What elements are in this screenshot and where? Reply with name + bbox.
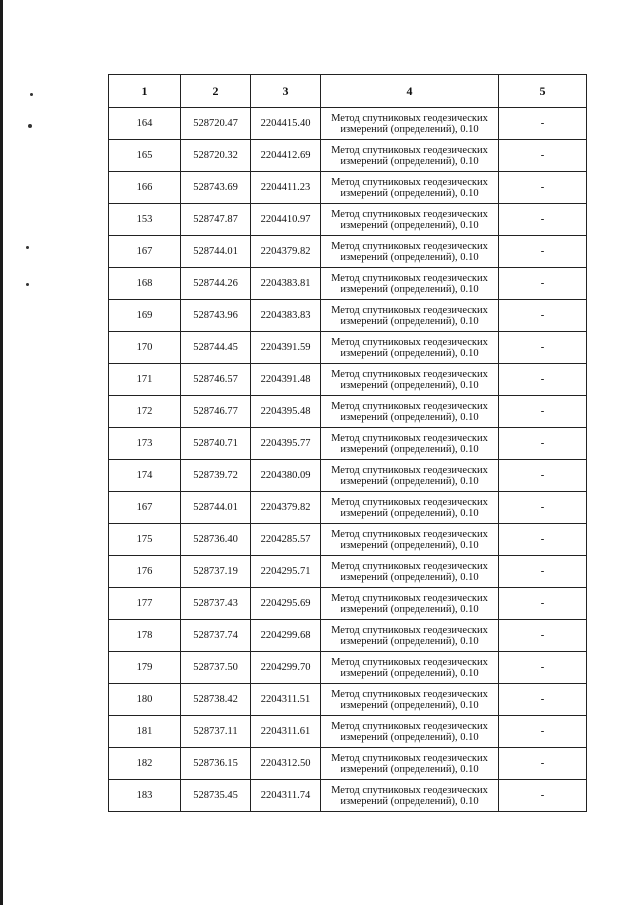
- method-cell: [321, 780, 499, 812]
- table-row: [109, 332, 587, 364]
- method-cell: [321, 492, 499, 524]
- method-line: Метод спутниковых геодезических: [331, 528, 488, 540]
- point-number-cell: 175: [109, 524, 181, 556]
- note-cell: -: [499, 236, 587, 268]
- table-row: [109, 652, 587, 684]
- point-number-cell: 171: [109, 364, 181, 396]
- table-row: [109, 492, 587, 524]
- point-number-cell: 153: [109, 204, 181, 236]
- x-coordinate-cell: 528738.42: [181, 684, 251, 716]
- method-line: Метод спутниковых геодезических: [331, 688, 488, 700]
- y-coordinate-cell: 2204391.48: [251, 364, 321, 396]
- table-row: [109, 748, 587, 780]
- x-coordinate-cell: 528720.47: [181, 108, 251, 140]
- y-coordinate-cell: 2204391.59: [251, 332, 321, 364]
- method-line: Метод спутниковых геодезических: [331, 144, 488, 156]
- method-line: измерений (определений), 0.10: [340, 283, 479, 295]
- point-number-cell: 183: [109, 780, 181, 812]
- note-cell: -: [499, 268, 587, 300]
- x-coordinate-cell: 528737.11: [181, 716, 251, 748]
- y-coordinate-cell: 2204311.51: [251, 684, 321, 716]
- method-line: измерений (определений), 0.10: [340, 763, 479, 775]
- note-cell: -: [499, 492, 587, 524]
- point-number-cell: 179: [109, 652, 181, 684]
- method-line: измерений (определений), 0.10: [340, 347, 479, 359]
- method-line: измерений (определений), 0.10: [340, 507, 479, 519]
- method-line: Метод спутниковых геодезических: [331, 720, 488, 732]
- method-cell: [321, 556, 499, 588]
- column-header: 5: [499, 75, 587, 108]
- method-line: Метод спутниковых геодезических: [331, 400, 488, 412]
- point-number-cell: 174: [109, 460, 181, 492]
- table-row: [109, 460, 587, 492]
- note-cell: -: [499, 588, 587, 620]
- method-line: измерений (определений), 0.10: [340, 475, 479, 487]
- table-row: [109, 140, 587, 172]
- table-row: [109, 556, 587, 588]
- column-header: 4: [321, 75, 499, 108]
- y-coordinate-cell: 2204285.57: [251, 524, 321, 556]
- point-number-cell: 180: [109, 684, 181, 716]
- point-number-cell: 170: [109, 332, 181, 364]
- note-cell: -: [499, 140, 587, 172]
- note-cell: -: [499, 780, 587, 812]
- point-number-cell: 169: [109, 300, 181, 332]
- table-row: [109, 524, 587, 556]
- y-coordinate-cell: 2204380.09: [251, 460, 321, 492]
- x-coordinate-cell: 528746.77: [181, 396, 251, 428]
- table-row: [109, 300, 587, 332]
- method-line: измерений (определений), 0.10: [340, 411, 479, 423]
- x-coordinate-cell: 528746.57: [181, 364, 251, 396]
- table-row: [109, 780, 587, 812]
- table-header-row: [109, 75, 587, 108]
- point-number-cell: 178: [109, 620, 181, 652]
- method-cell: [321, 460, 499, 492]
- method-line: измерений (определений), 0.10: [340, 315, 479, 327]
- method-line: измерений (определений), 0.10: [340, 699, 479, 711]
- y-coordinate-cell: 2204383.83: [251, 300, 321, 332]
- method-line: Метод спутниковых геодезических: [331, 208, 488, 220]
- note-cell: -: [499, 460, 587, 492]
- method-cell: [321, 332, 499, 364]
- method-line: измерений (определений), 0.10: [340, 443, 479, 455]
- method-line: Метод спутниковых геодезических: [331, 112, 488, 124]
- table-row: [109, 236, 587, 268]
- point-number-cell: 173: [109, 428, 181, 460]
- method-cell: [321, 652, 499, 684]
- note-cell: -: [499, 620, 587, 652]
- note-cell: -: [499, 364, 587, 396]
- point-number-cell: 182: [109, 748, 181, 780]
- method-cell: [321, 684, 499, 716]
- method-cell: [321, 236, 499, 268]
- y-coordinate-cell: 2204311.61: [251, 716, 321, 748]
- method-cell: [321, 588, 499, 620]
- point-number-cell: 167: [109, 492, 181, 524]
- note-cell: -: [499, 204, 587, 236]
- method-cell: [321, 140, 499, 172]
- method-cell: [321, 620, 499, 652]
- method-line: Метод спутниковых геодезических: [331, 624, 488, 636]
- method-cell: [321, 300, 499, 332]
- point-number-cell: 172: [109, 396, 181, 428]
- y-coordinate-cell: 2204295.69: [251, 588, 321, 620]
- table-row: [109, 268, 587, 300]
- point-number-cell: 166: [109, 172, 181, 204]
- method-cell: [321, 172, 499, 204]
- note-cell: -: [499, 524, 587, 556]
- table-row: [109, 620, 587, 652]
- method-line: измерений (определений), 0.10: [340, 539, 479, 551]
- y-coordinate-cell: 2204415.40: [251, 108, 321, 140]
- note-cell: -: [499, 396, 587, 428]
- y-coordinate-cell: 2204312.50: [251, 748, 321, 780]
- x-coordinate-cell: 528744.01: [181, 492, 251, 524]
- method-line: измерений (определений), 0.10: [340, 251, 479, 263]
- note-cell: -: [499, 748, 587, 780]
- coordinates-table: [108, 74, 587, 812]
- table-row: [109, 588, 587, 620]
- table-row: [109, 172, 587, 204]
- table-row: [109, 428, 587, 460]
- point-number-cell: 165: [109, 140, 181, 172]
- method-line: Метод спутниковых геодезических: [331, 304, 488, 316]
- note-cell: -: [499, 300, 587, 332]
- y-coordinate-cell: 2204395.48: [251, 396, 321, 428]
- method-cell: [321, 268, 499, 300]
- x-coordinate-cell: 528743.69: [181, 172, 251, 204]
- scan-speck: [26, 283, 29, 286]
- x-coordinate-cell: 528743.96: [181, 300, 251, 332]
- method-line: Метод спутниковых геодезических: [331, 784, 488, 796]
- method-line: измерений (определений), 0.10: [340, 571, 479, 583]
- method-line: измерений (определений), 0.10: [340, 795, 479, 807]
- x-coordinate-cell: 528720.32: [181, 140, 251, 172]
- method-line: Метод спутниковых геодезических: [331, 272, 488, 284]
- point-number-cell: 164: [109, 108, 181, 140]
- table-row: [109, 108, 587, 140]
- method-line: измерений (определений), 0.10: [340, 187, 479, 199]
- scan-speck: [30, 93, 33, 96]
- method-cell: [321, 716, 499, 748]
- x-coordinate-cell: 528736.40: [181, 524, 251, 556]
- method-cell: [321, 748, 499, 780]
- x-coordinate-cell: 528740.71: [181, 428, 251, 460]
- method-cell: [321, 428, 499, 460]
- method-line: измерений (определений), 0.10: [340, 635, 479, 647]
- x-coordinate-cell: 528737.43: [181, 588, 251, 620]
- method-line: измерений (определений), 0.10: [340, 379, 479, 391]
- method-line: измерений (определений), 0.10: [340, 219, 479, 231]
- method-line: Метод спутниковых геодезических: [331, 496, 488, 508]
- x-coordinate-cell: 528737.19: [181, 556, 251, 588]
- column-header: 1: [109, 75, 181, 108]
- method-line: Метод спутниковых геодезических: [331, 336, 488, 348]
- y-coordinate-cell: 2204395.77: [251, 428, 321, 460]
- table-row: [109, 396, 587, 428]
- scan-speck: [28, 124, 32, 128]
- method-line: измерений (определений), 0.10: [340, 667, 479, 679]
- point-number-cell: 167: [109, 236, 181, 268]
- method-line: Метод спутниковых геодезических: [331, 368, 488, 380]
- y-coordinate-cell: 2204299.70: [251, 652, 321, 684]
- y-coordinate-cell: 2204412.69: [251, 140, 321, 172]
- y-coordinate-cell: 2204379.82: [251, 492, 321, 524]
- scan-page-edge: [0, 0, 3, 905]
- x-coordinate-cell: 528736.15: [181, 748, 251, 780]
- y-coordinate-cell: 2204299.68: [251, 620, 321, 652]
- y-coordinate-cell: 2204311.74: [251, 780, 321, 812]
- y-coordinate-cell: 2204383.81: [251, 268, 321, 300]
- method-cell: [321, 204, 499, 236]
- point-number-cell: 176: [109, 556, 181, 588]
- x-coordinate-cell: 528735.45: [181, 780, 251, 812]
- note-cell: -: [499, 428, 587, 460]
- x-coordinate-cell: 528747.87: [181, 204, 251, 236]
- note-cell: -: [499, 108, 587, 140]
- method-cell: [321, 108, 499, 140]
- table-row: [109, 204, 587, 236]
- y-coordinate-cell: 2204379.82: [251, 236, 321, 268]
- method-cell: [321, 396, 499, 428]
- note-cell: -: [499, 172, 587, 204]
- method-line: Метод спутниковых геодезических: [331, 656, 488, 668]
- method-line: Метод спутниковых геодезических: [331, 176, 488, 188]
- method-line: Метод спутниковых геодезических: [331, 592, 488, 604]
- note-cell: -: [499, 684, 587, 716]
- y-coordinate-cell: 2204295.71: [251, 556, 321, 588]
- x-coordinate-cell: 528739.72: [181, 460, 251, 492]
- method-line: измерений (определений), 0.10: [340, 123, 479, 135]
- method-line: измерений (определений), 0.10: [340, 731, 479, 743]
- scan-speck: [26, 246, 29, 249]
- x-coordinate-cell: 528744.45: [181, 332, 251, 364]
- note-cell: -: [499, 716, 587, 748]
- point-number-cell: 177: [109, 588, 181, 620]
- column-header: 3: [251, 75, 321, 108]
- x-coordinate-cell: 528744.01: [181, 236, 251, 268]
- method-line: измерений (определений), 0.10: [340, 155, 479, 167]
- table-body: [109, 108, 587, 812]
- method-line: Метод спутниковых геодезических: [331, 464, 488, 476]
- method-line: Метод спутниковых геодезических: [331, 432, 488, 444]
- method-cell: [321, 364, 499, 396]
- table-row: [109, 684, 587, 716]
- method-line: измерений (определений), 0.10: [340, 603, 479, 615]
- x-coordinate-cell: 528737.74: [181, 620, 251, 652]
- table-row: [109, 364, 587, 396]
- y-coordinate-cell: 2204410.97: [251, 204, 321, 236]
- method-line: Метод спутниковых геодезических: [331, 560, 488, 572]
- note-cell: -: [499, 652, 587, 684]
- note-cell: -: [499, 332, 587, 364]
- x-coordinate-cell: 528744.26: [181, 268, 251, 300]
- table-row: [109, 716, 587, 748]
- column-header: 2: [181, 75, 251, 108]
- point-number-cell: 168: [109, 268, 181, 300]
- method-line: Метод спутниковых геодезических: [331, 240, 488, 252]
- x-coordinate-cell: 528737.50: [181, 652, 251, 684]
- method-line: Метод спутниковых геодезических: [331, 752, 488, 764]
- y-coordinate-cell: 2204411.23: [251, 172, 321, 204]
- point-number-cell: 181: [109, 716, 181, 748]
- method-cell: [321, 524, 499, 556]
- note-cell: -: [499, 556, 587, 588]
